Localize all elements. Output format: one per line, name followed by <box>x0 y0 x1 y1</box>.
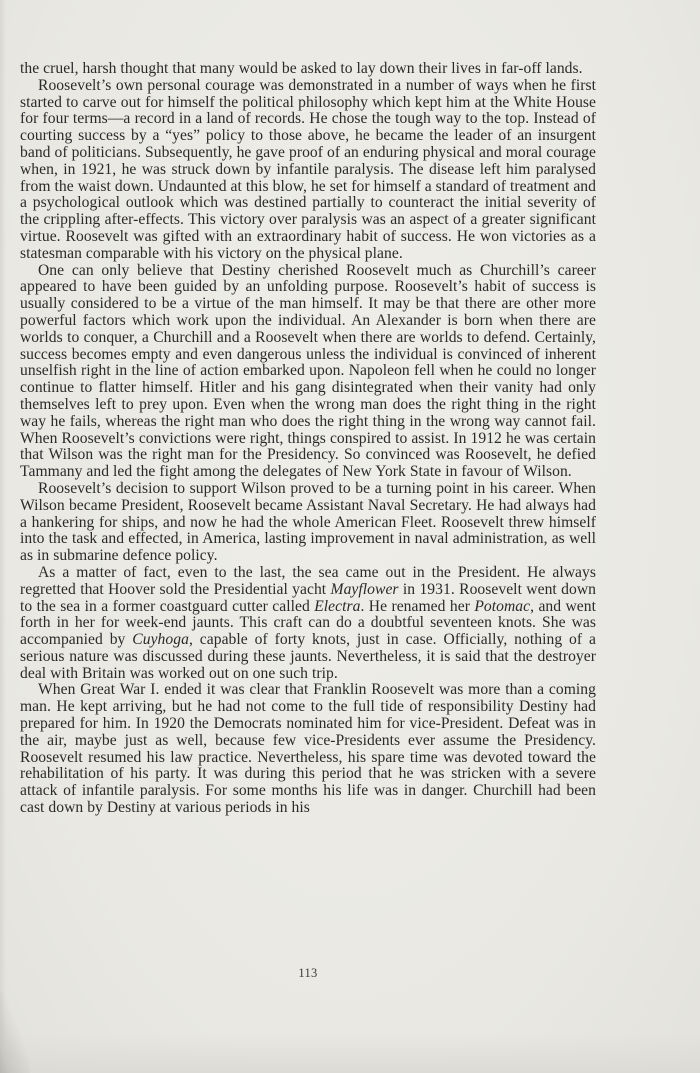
paragraph-3: One can only believe that Destiny cherished Roosevelt much as Churchill’s career appeared to have been guided by an unfolding purpose. Roosevelt’s habit of success is usually considered to be a virtue of the man himself. It may be that there are other more powerful factors which work upon the individual. An Alexander is born when there are worlds to conquer, a Churchill and a Roosevelt when there are worlds to defend. Certainly, success becomes empty and even dangerous unless the individual is convinced of inherent unselfish right in the line of action embarked upon. Napoleon fell when he could no longer continue to flatter himself. Hitler and his gang disintegrated when their vanity had only themselves left to prey upon. Even when the wrong man does the right thing in the right way he fails, whereas the right man who does the right thing in the wrong way cannot fail. When Roosevelt’s convictions were right, things conspired to assist. In 1912 he was certain that Wilson was the right man for the Presidency. So convinced was Roosevelt, he defied Tammany and led the fight among the delegates of New York State in favour of Wilson. <box>20 261 596 481</box>
paragraph-6: When Great War I. ended it was clear that Franklin Roosevelt was more than a coming man. He kept arriving, but he had not come to the full tide of responsibility Destiny had prepared for him. In 1920 the Democrats nominated him for vice-President. Defeat was in the air, maybe just as well, because few vice-Presidents ever assume the Presidency. Roosevelt resumed his law practice. Nevertheless, his spare time was devoted toward the rehabilitation of his party. It was during this period that he was stricken with a severe attack of infantile paralysis. For some months his life was in danger. Churchill had been cast down by Destiny at various periods in his <box>20 681 596 817</box>
page-corner-smudge <box>0 993 30 1073</box>
body-text <box>20 61 596 817</box>
page-shadow-left <box>0 0 6 1073</box>
page-number: 113 <box>298 966 318 980</box>
paragraph-5: As a matter of fact, even to the last, the sea came out in the President. He always regretted that Hoover sold the Presidential yacht Mayflower in 1931. Roosevelt went down to the sea in a former coastguard cutter called Electra. He renamed her Potomac, and went forth in her for week-end jaunts. This craft can do a doubtful seventeen knots. She was accompanied by Cuyhoga, capable of forty knots, just in case. Officially, nothing of a serious nature was discussed during these jaunts. Nevertheless, it is said that the destroyer deal with Britain was worked out on one such trip. <box>20 563 596 682</box>
paragraph-1: the cruel, harsh thought that many would be asked to lay down their lives in far-off lands. <box>20 60 583 77</box>
paragraph-2: Roosevelt’s own personal courage was demonstrated in a number of ways when he first started to carve out for himself the political philosophy which kept him at the White House for four terms—a record in a land of records. He chose the tough way to the top. Instead of courting success by a “yes” policy to those above, he became the leader of an insurgent band of politicians. Subsequently, he gave proof of an enduring physical and moral courage when, in 1921, he was struck down by infantile paralysis. The disease left him paralysed from the waist down. Undaunted at this blow, he set for himself a standard of treatment and a psychological outlook which was destined partially to counteract the initial severity of the crippling after-effects. This victory over paralysis was an aspect of a greater significant virtue. Roosevelt was gifted with an extraordinary habit of success. He won victories as a statesman comparable with his victory on the physical plane. <box>20 76 596 262</box>
page-shadow-bottom <box>0 1033 700 1073</box>
paragraph-4: Roosevelt’s decision to support Wilson proved to be a turning point in his career. When Wilson became President, Roosevelt became Assistant Naval Secretary. He had always had a hankering for ships, and now he had the whole American Fleet. Roosevelt threw himself into the task and effected, in America, lasting improvement in naval administration, as well as in submarine defence policy. <box>20 479 596 565</box>
